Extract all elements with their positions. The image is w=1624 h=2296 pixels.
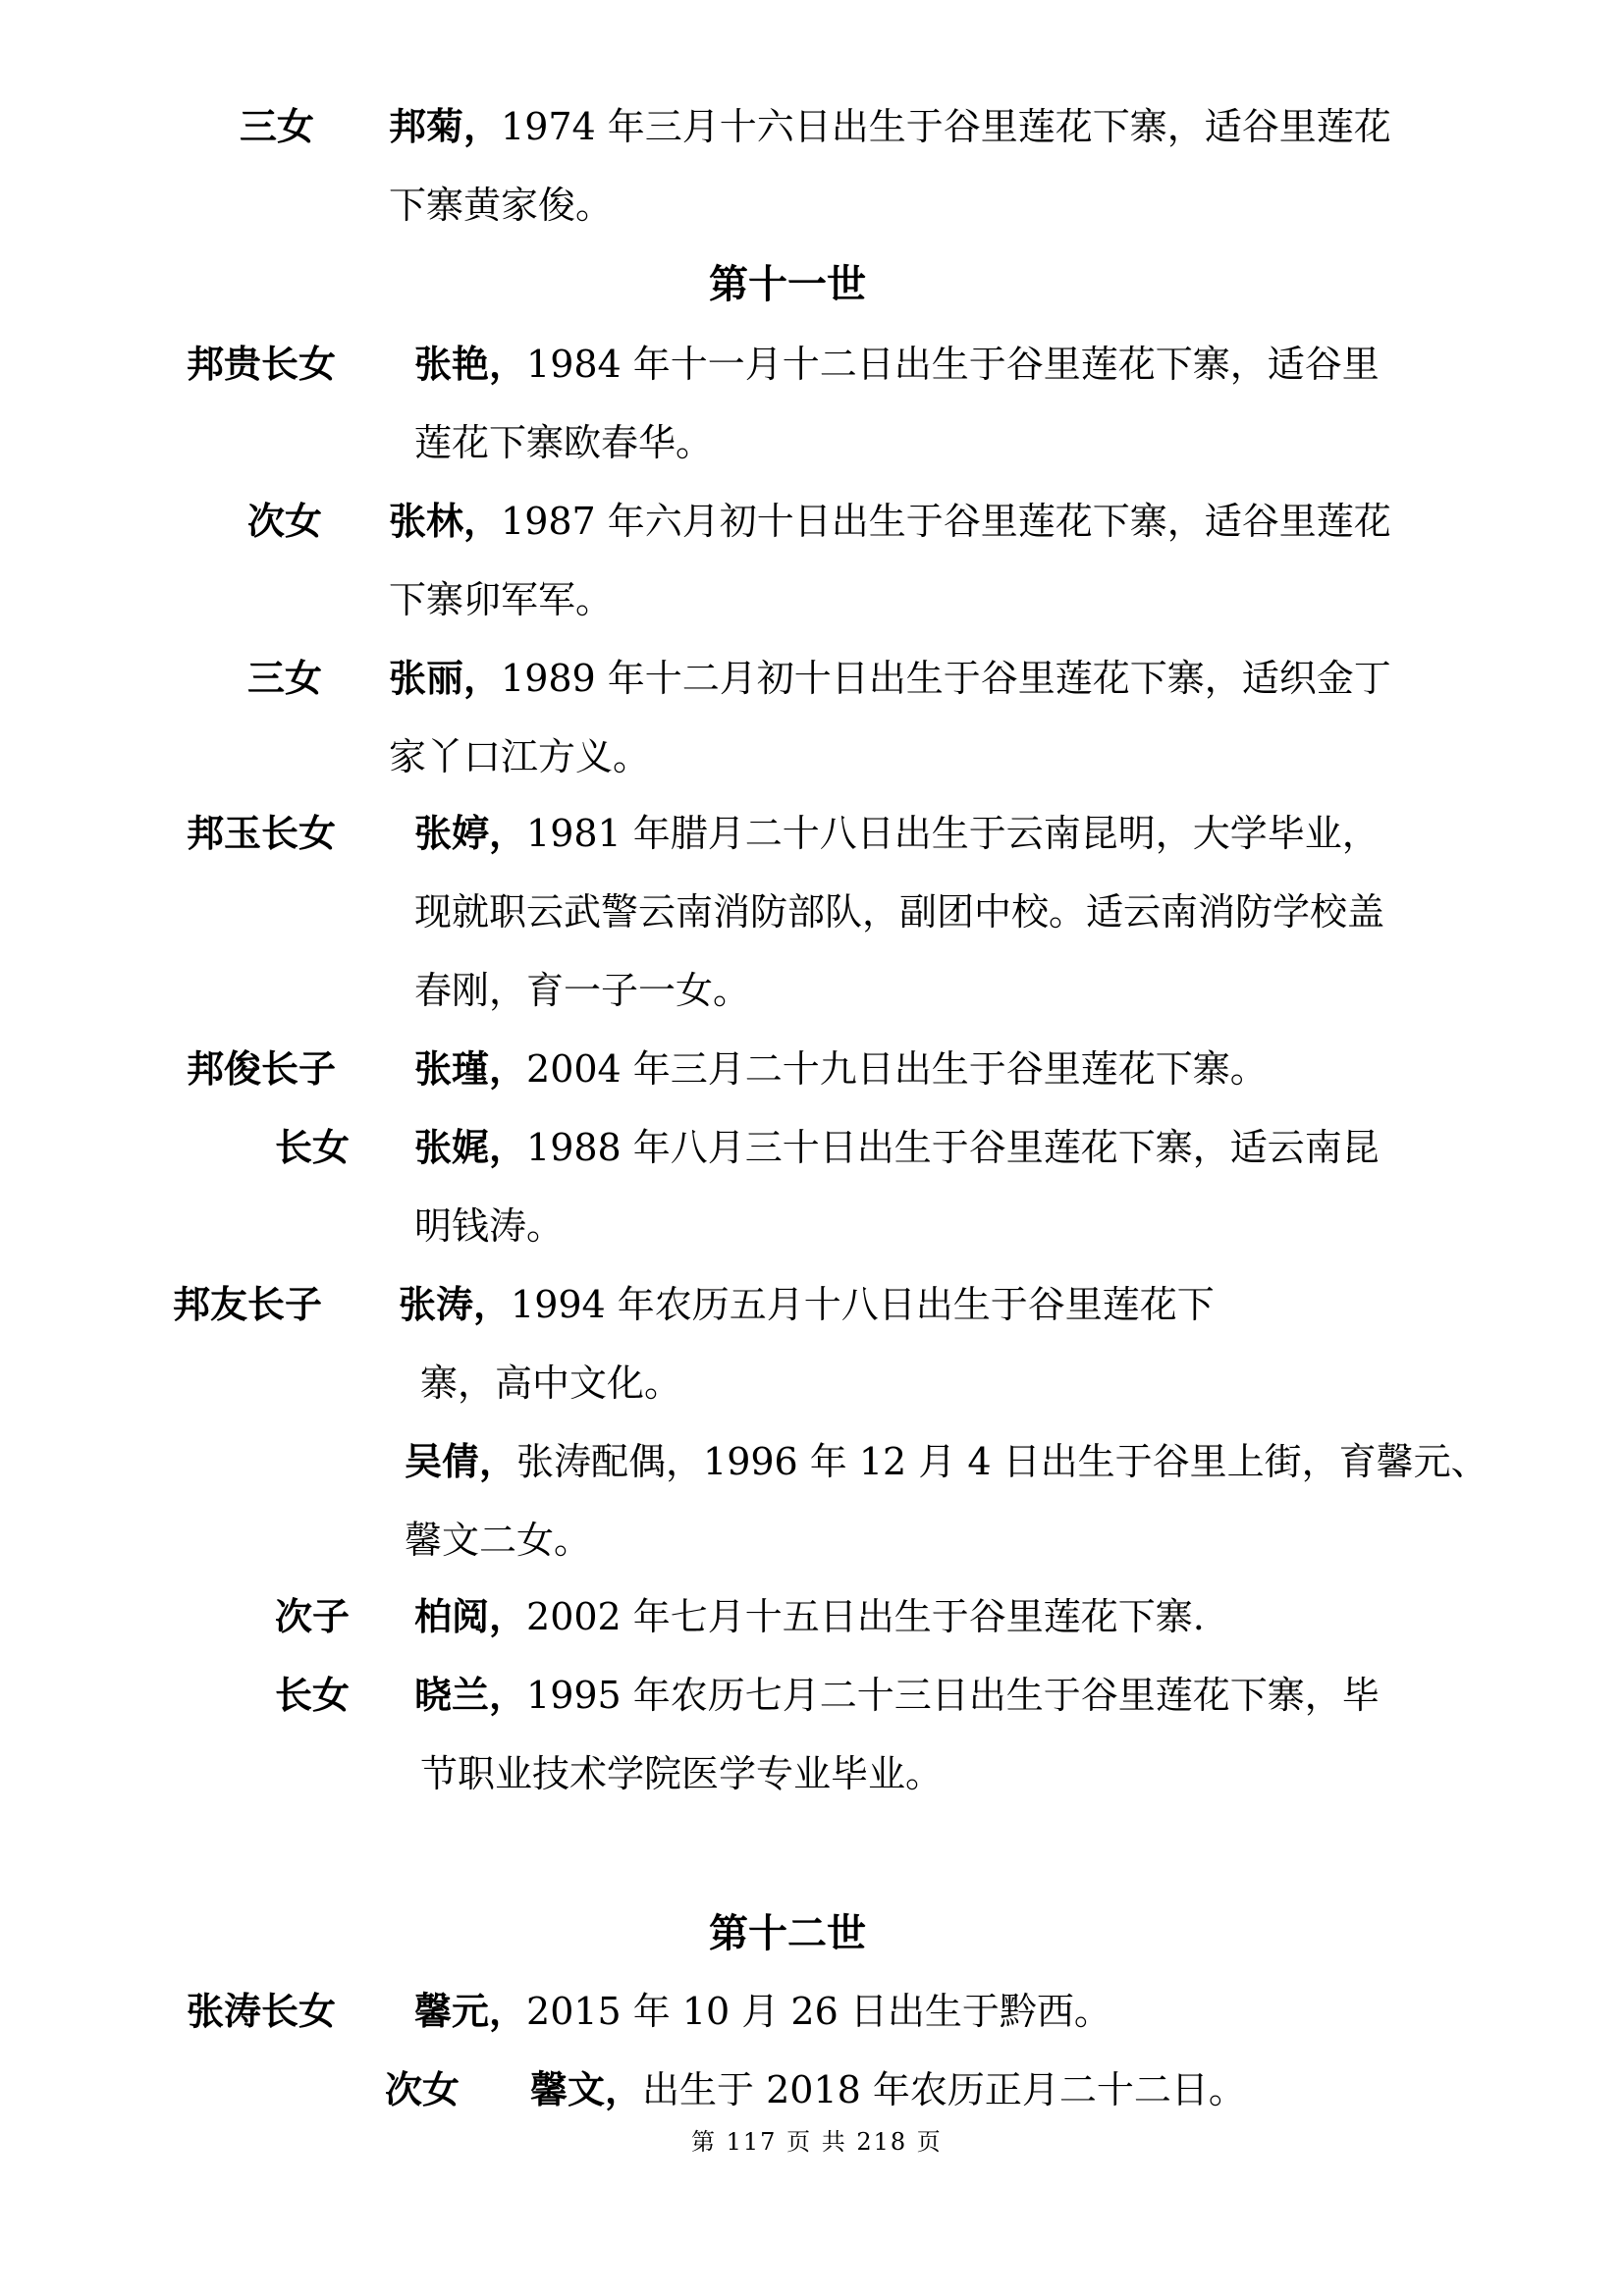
- entry-text: 1987 年六月初十日出生于谷里莲花下寨，适谷里莲花: [501, 500, 1391, 543]
- entry-label: 邦玉长女: [187, 811, 337, 855]
- entry-continuation: 馨文二女。: [405, 1519, 592, 1562]
- entry-line: [414, 1673, 1380, 1717]
- entry-text: 2015 年 10 月 26 日出生于黔西。: [526, 1990, 1111, 2033]
- entry-text: 出生于 2018 年农历正月二十二日。: [642, 2068, 1246, 2111]
- entry-line: [414, 1594, 1205, 1638]
- entry-name: 张瑾，: [414, 1046, 527, 1091]
- entry-name: 邦菊，: [389, 104, 502, 148]
- entry-continuation: 明钱涛。: [414, 1204, 565, 1248]
- generation-heading: 第十一世: [709, 261, 866, 307]
- entry-label: 次子: [275, 1594, 351, 1638]
- entry-label: 张涛长女: [187, 1989, 337, 2033]
- entry-label: 邦俊长子: [187, 1046, 337, 1091]
- entry-line: [414, 1046, 1268, 1091]
- entry-name: 张婷，: [414, 811, 527, 855]
- entry-name: 张艳，: [414, 342, 527, 386]
- entry-label: 次女: [385, 2067, 460, 2111]
- entry-line: [414, 1125, 1380, 1169]
- entry-name: 馨元，: [414, 1989, 527, 2033]
- entry-name: 柏阅，: [414, 1594, 527, 1638]
- entry-text: 1981 年腊月二十八日出生于云南昆明，大学毕业，: [526, 812, 1380, 855]
- entry-name: 张林，: [389, 499, 502, 543]
- entry-continuation: 莲花下寨欧春华。: [414, 421, 714, 464]
- entry-label: 邦贵长女: [187, 342, 337, 386]
- entry-line: [414, 1989, 1111, 2033]
- entry-name: 张丽，: [389, 656, 502, 700]
- entry-label: 邦友长子: [173, 1282, 323, 1326]
- entry-label: 三女: [247, 656, 323, 700]
- entry-continuation: 春刚，育一子一女。: [414, 969, 751, 1012]
- entry-name: 吴倩，: [405, 1439, 517, 1483]
- entry-line: [530, 2067, 1246, 2111]
- entry-name: 晓兰，: [414, 1673, 527, 1717]
- entry-line: [414, 811, 1380, 855]
- entry-line: [389, 499, 1391, 543]
- entry-label: 三女: [240, 104, 315, 148]
- entry-line: [389, 104, 1391, 148]
- entry-text: 1995 年农历七月二十三日出生于谷里莲花下寨，毕: [526, 1674, 1380, 1717]
- entry-label: 长女: [275, 1125, 351, 1169]
- entry-continuation: 家丫口江方义。: [389, 735, 651, 778]
- entry-text: 1994 年农历五月十八日出生于谷里莲花下: [511, 1283, 1215, 1326]
- entry-continuation: 节职业技术学院医学专业毕业。: [420, 1752, 944, 1795]
- entry-name: 馨文，: [530, 2067, 643, 2111]
- entry-text: 1989 年十二月初十日出生于谷里莲花下寨，适织金丁: [501, 657, 1391, 700]
- entry-line: [389, 656, 1391, 700]
- entry-label: 次女: [247, 499, 323, 543]
- entry-line: [405, 1439, 1489, 1483]
- entry-text: 张涛配偶，1996 年 12 月 4 日出生于谷里上街，育馨元、: [516, 1440, 1489, 1483]
- entry-line: [414, 342, 1380, 386]
- entry-name: 张娓，: [414, 1125, 527, 1169]
- entry-text: 1974 年三月十六日出生于谷里莲花下寨，适谷里莲花: [501, 105, 1391, 148]
- entry-text: 2004 年三月二十九日出生于谷里莲花下寨。: [526, 1047, 1268, 1091]
- entry-continuation: 下寨卯军军。: [389, 578, 614, 621]
- page-footer: 第 117 页 共 218 页: [691, 2128, 943, 2156]
- entry-label: 长女: [275, 1673, 351, 1717]
- entry-continuation: 现就职云武警云南消防部队，副团中校。适云南消防学校盖: [414, 890, 1385, 934]
- entry-text: 2002 年七月十五日出生于谷里莲花下寨.: [526, 1595, 1205, 1638]
- generation-heading: 第十二世: [709, 1910, 866, 1956]
- entry-continuation: 下寨黄家俊。: [389, 184, 614, 227]
- entry-line: [399, 1282, 1215, 1326]
- entry-text: 1988 年八月三十日出生于谷里莲花下寨，适云南昆: [526, 1126, 1380, 1169]
- entry-name: 张涛，: [399, 1282, 512, 1326]
- entry-continuation: 寨，高中文化。: [420, 1362, 682, 1405]
- entry-text: 1984 年十一月十二日出生于谷里莲花下寨，适谷里: [526, 343, 1380, 386]
